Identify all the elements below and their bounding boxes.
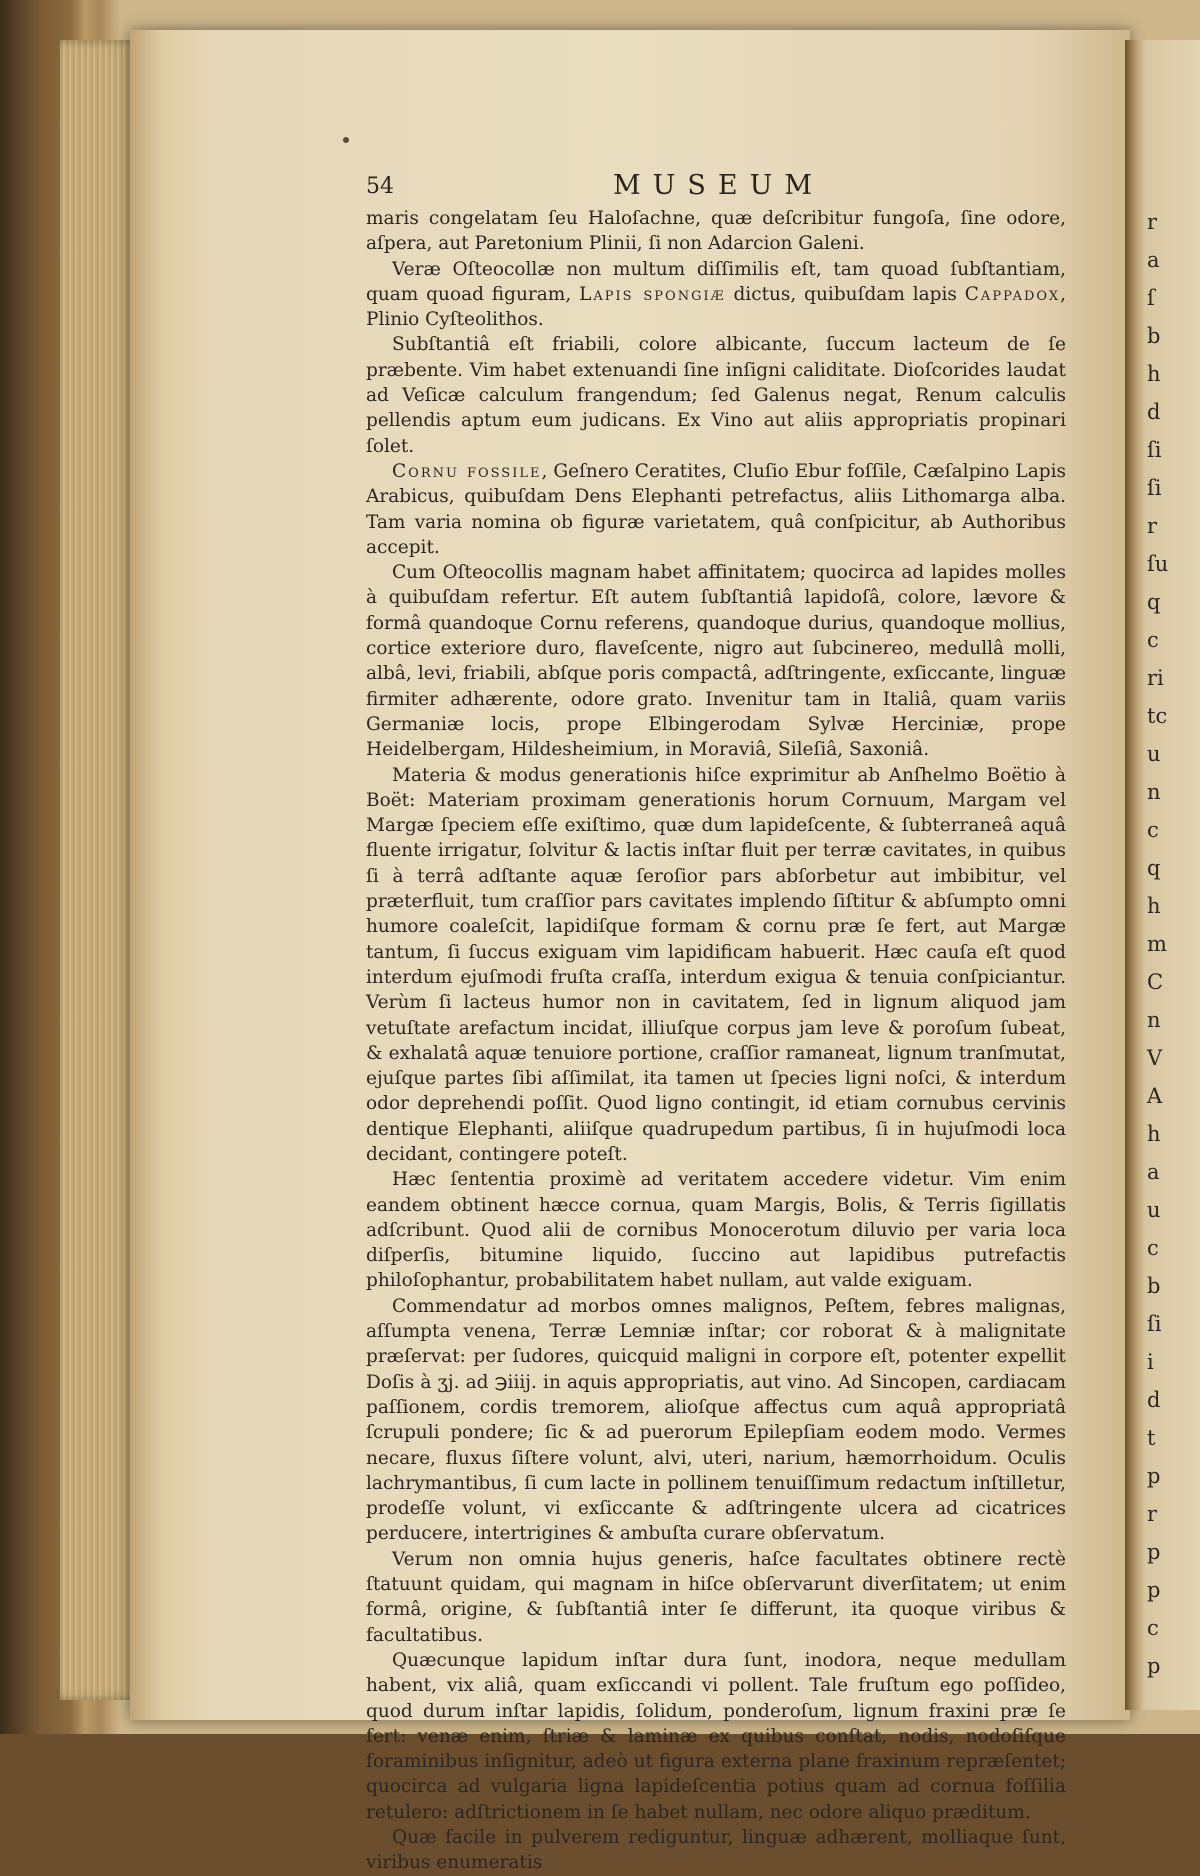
paragraph-text: maris congelatam ſeu Haloſachne, quæ deſcribitur fungoſa, ſine odore, aſpera, aut Paretonium Plinii, ſi non Adarcion Galeni. [366, 208, 1066, 255]
paragraph [366, 763, 1066, 1168]
next-page-fragment: C [1147, 970, 1164, 994]
right-page-edge [1125, 40, 1200, 1710]
next-page-fragment: c [1147, 1236, 1159, 1260]
next-page-fragment: ſi [1147, 1312, 1162, 1336]
body-text [366, 206, 1066, 1876]
paragraph-text: Commendatur ad morbos omnes malignos, Peſtem, febres malignas, aſſumpta venena, Terræ Lemniæ inſtar; cor roborat & à malignitate præſervat: per ſudores, quicquid maligni in corpore eſt, potenter expellit Doſis à ʒj. ad ℈iiij. in aquis appropriatis, aut vino. Ad Sincopen, cardiacam paſſionem, cordis tremorem, alioſque affectus cum aquâ appropriatâ ſcrupuli pondere; ſic & ad puerorum Epilepſiam eodem modo. Vermes necare, fluxus ſiſtere volunt, alvi, uteri, narium, hæmorrhoidum. Oculis lachrymantibus, ſi cum lacte in pollinem tenuiſſimum redactum inſtilletur, prodeſſe volunt, vi exſiccante & adſtringente ulcera ad cicatrices perducere, intertrigines & ambuſta curare obſervatum. [366, 1295, 1066, 1545]
next-page-fragment: h [1147, 894, 1161, 918]
next-page-fragment: A [1147, 1084, 1163, 1108]
paragraph [366, 560, 1066, 762]
paragraph-text: Quæ facile in pulverem rediguntur, linguæ adhærent, molliaque ſunt, viribus enumeratis [366, 1827, 1066, 1874]
small-caps-term: Cornu fossile [392, 460, 542, 482]
next-page-fragment: r [1147, 1502, 1158, 1526]
next-page-fragment: a [1147, 248, 1160, 272]
next-page-fragment: p [1147, 1578, 1161, 1602]
paragraph [366, 206, 1066, 257]
next-page-fragment: b [1147, 1274, 1161, 1298]
next-page-fragment: u [1147, 1198, 1161, 1222]
next-page-fragment: ſi [1147, 438, 1162, 462]
next-page-fragment: c [1147, 1616, 1159, 1640]
page-header [366, 170, 1066, 204]
paragraph-text: Verum non omnia hujus generis, haſce facultates obtinere rectè ſtatuunt quidam, qui magnam in hiſce obſervarunt diverſitatem; ut enim formâ, origine, & ſubſtantiâ inter ſe differunt, ita quoque viribus & facultatibus. [366, 1548, 1066, 1646]
paragraph [366, 1825, 1066, 1876]
paragraph [366, 1547, 1066, 1648]
next-page-fragment: ſi [1147, 476, 1162, 500]
next-page-fragment: a [1147, 1160, 1160, 1184]
next-page-fragment: p [1147, 1540, 1161, 1564]
next-page-fragment: b [1147, 324, 1161, 348]
paragraph-text: Veræ Oſteocollæ non multum diſſimilis eſt, tam quoad ſubſtantiam, quam quoad figuram, [366, 258, 1066, 305]
running-head: MUSEUM [613, 170, 825, 201]
next-page-fragment: p [1147, 1654, 1161, 1678]
next-page-fragment: r [1147, 210, 1158, 234]
page-number: 54 [366, 174, 394, 199]
next-page-fragment: q [1147, 856, 1161, 880]
paragraph [366, 332, 1066, 458]
paragraph-text: dictus, quibuſdam lapis [725, 283, 965, 305]
next-page-fragment: q [1147, 590, 1161, 614]
next-page-fragment: V [1147, 1046, 1163, 1070]
next-page-fragment: tc [1147, 704, 1168, 728]
next-page-fragment: n [1147, 780, 1161, 804]
next-page-fragment: t [1147, 1426, 1156, 1450]
paragraph-text: Cum Oſteocollis magnam habet affinitatem; quocirca ad lapides molles à quibuſdam refertur. Eſt autem ſubſtantiâ lapidoſâ, colore, lævore & formâ quandoque Cornu referens, quandoque durius, quandoque mollius, cortice exteriore duro, flaveſcente, nigro aut ſubcinereo, medullâ molli, albâ, levi, friabili, abſque poris compactâ, adſtringente, exſiccante, linguæ firmiter adhærente, odore grato. Invenitur tam in Italiâ, quam variis Germaniæ locis, prope Elbingerodam Sylvæ Herciniæ, prope Heidelbergam, Hildesheimium, in Moraviâ, Sileſiâ, Saxoniâ. [366, 562, 1066, 761]
next-page-fragment: u [1147, 742, 1161, 766]
paragraph-text: , Geſnero Ceratites, Cluſio Ebur foſſile, Cæſalpino Lapis Arabicus, quibuſdam Dens Elephanti petrefactus, aliis Lithomarga alba. Tam varia nomina ob figuræ varietatem, quâ conſpicitur, ab Authoribus accepit. [366, 460, 1066, 558]
next-page-fragment: ri [1147, 666, 1164, 690]
paragraph-text: Subſtantiâ eſt friabili, colore albicante, ſuccum lacteum de ſe præbente. Vim habet extenuandi ſine inſigni caliditate. Dioſcorides laudat ad Veſicæ calculum frangendum; ſed Galenus negat, Renum calculis pellendis aptum eum judicans. Ex Vino aut aliis appropriatis propinari ſolet. [366, 334, 1066, 457]
small-caps-term: Lapis spongiæ [579, 283, 726, 305]
next-page-fragment: ſ [1147, 286, 1155, 310]
paragraph [366, 1167, 1066, 1293]
next-page-fragment: p [1147, 1464, 1161, 1488]
next-page-fragment: d [1147, 1388, 1161, 1412]
next-page-fragment: c [1147, 628, 1159, 652]
paragraph [366, 257, 1066, 333]
paragraph-text: , Plinio Cyſteolithos. [366, 283, 1067, 331]
ink-spot [343, 137, 349, 143]
next-page-fragment: r [1147, 514, 1158, 538]
paragraph-text: Quæcunque lapidum inſtar dura ſunt, inodora, neque medullam habent, vix aliâ, quam exſiccandi vi pollent. Tale fruſtum ego poſſideo, quod durum inſtar lapidis, ſolidum, ponderoſum, lignum fraxini præ ſe fert: venæ enim, ſtriæ & laminæ ex quibus conſtat, nodis, nodoſiſque foraminibus inſignitur, adeò ut figura externa plane fraxinum repræſentet; quocirca ad vulgaria ligna lapideſcentia potius quam ad cornua foſſilia retulero: adſtrictionem in ſe habet nullam, nec odore aliquo præditum. [366, 1649, 1066, 1823]
next-page-fragment: h [1147, 362, 1161, 386]
paragraph [366, 1648, 1066, 1825]
next-page-fragment: i [1147, 1350, 1154, 1374]
next-page-fragment: h [1147, 1122, 1161, 1146]
page-edges [60, 40, 140, 1700]
small-caps-term: Cappadox [964, 283, 1061, 305]
paragraph [366, 1294, 1066, 1547]
paragraph-text: Hæc ſententia proximè ad veritatem accedere videtur. Vim enim eandem obtinent hæcce cornua, quam Margis, Bolis, & Terris ſigillatis adſcribunt. Quod alii de cornibus Monocerotum diluvio per varia loca diſperſis, bitumine liquido, ſuccino aut lapidibus putrefactis philoſophantur, probabilitatem habet nullam, aut valde exiguam. [366, 1169, 1066, 1292]
next-page-fragment: c [1147, 818, 1159, 842]
paragraph [366, 459, 1066, 560]
next-page-fragment: m [1147, 932, 1167, 956]
next-page-fragment: d [1147, 400, 1161, 424]
next-page-fragment: n [1147, 1008, 1161, 1032]
paragraph-text: Materia & modus generationis hiſce exprimitur ab Anſhelmo Boëtio à Boët: Materiam proximam generationis horum Cornuum, Margam vel Margæ ſpeciem eſſe exiſtimo, quæ dum lapideſcente, & ſubterraneâ aquâ fluente irrigatur, ſolvitur & lactis inſtar fluit per terræ cavitates, in quibus ſi à terrâ adſtante aquæ ſeroſior pars abſorbetur aut imbibitur, vel præterfluit, tum craſſior pars cavitates implendo ſiſtitur & abſumpto omni humore coaleſcit, lapidiſque formam & cornu præ ſe fert, aut Margæ tantum, ſi ſuccus exiguam vim lapidificam habuerit. Hæc cauſa eſt quod interdum ejuſmodi fruſta craſſa, interdum exigua & tenuia conſpiciantur. Verùm ſi lacteus humor non in cavitatem, ſed in lignum aliquod jam vetuſtate arefactum incidat, illiuſque corpus jam leve & poroſum ſubeat, & exhalatâ aquæ tenuiore portione, craſſior ramaneat, lignum tranſmutat, ejuſque partes ſibi aſſimilat, ita tamen ut ſpecies ligni noſci, & interdum odor deprehendi poſſit. Quod ligno contingit, id etiam cornubus cervinis dentique Elephanti, aliiſque quadrupedum partibus, ſi in hujuſmodi loca decidant, contingere poteſt. [366, 764, 1066, 1165]
next-page-fragment: ſu [1147, 552, 1169, 576]
